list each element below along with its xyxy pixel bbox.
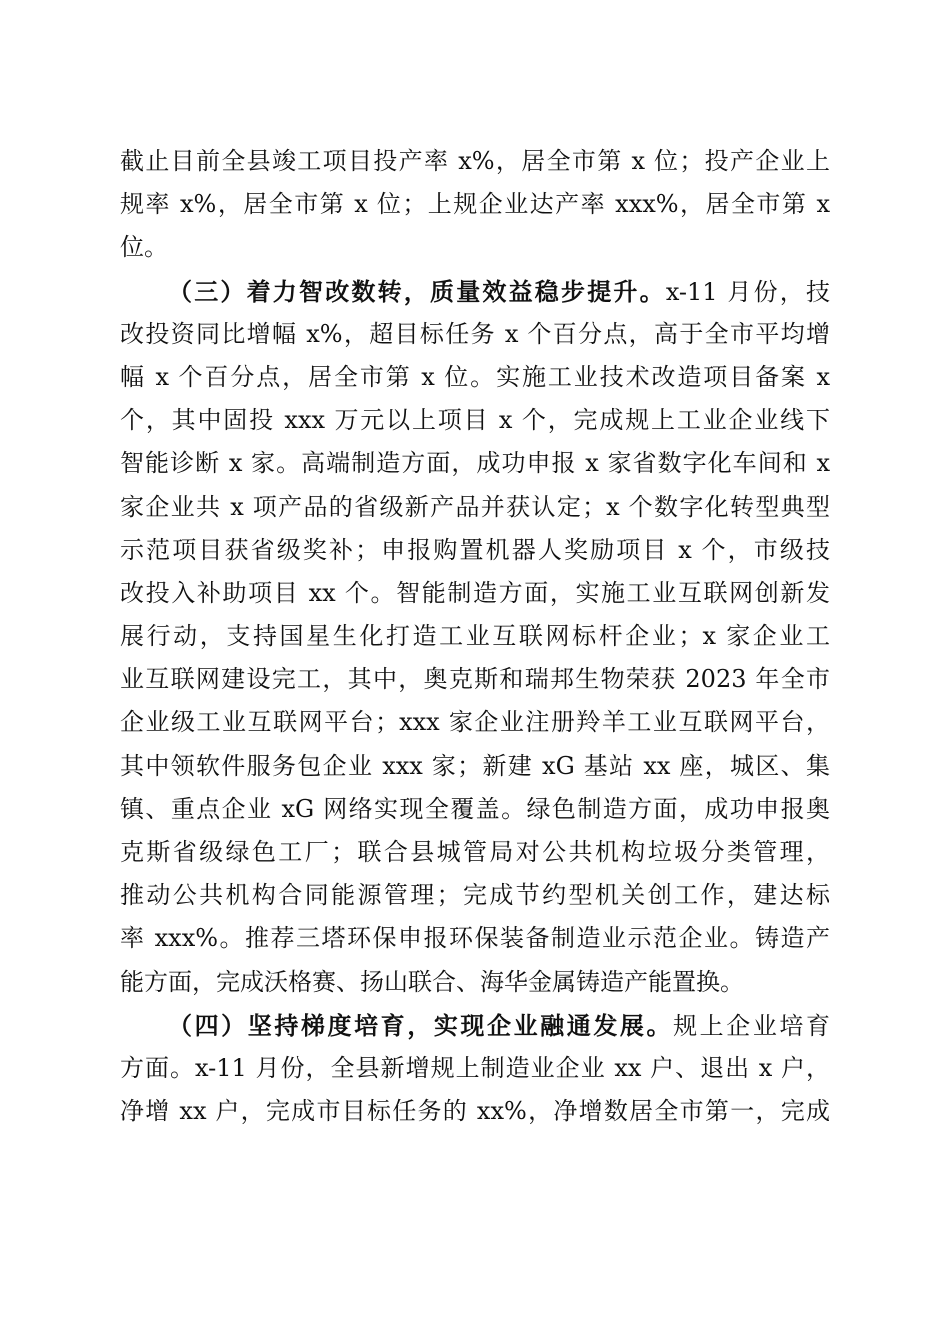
paragraph-2-line-12: 其中领软件服务包企业 xxx 家；新建 xG 基站 xx 座，城区、集 (120, 751, 830, 780)
paragraph-2-line-7: 示范项目获省级奖补；申报购置机器人奖励项目 x 个，市级技 (120, 535, 830, 564)
document-body (120, 140, 830, 1133)
paragraph-1-line-1: 截止目前全县竣工项目投产率 x%，居全市第 x 位；投产企业上 (120, 147, 830, 175)
paragraph-2-line-13: 镇、重点企业 xG 网络实现全覆盖。绿色制造方面，成功申报奥 (120, 794, 830, 823)
paragraph-3-line-1-text: 规上企业培育 (673, 1011, 831, 1040)
section-heading-4: （四）坚持梯度培育，实现企业融通发展。 (168, 1010, 674, 1040)
paragraph-3-line-3: 净增 xx 户，完成市目标任务的 xx%，净增数居全市第一，完成 (120, 1097, 830, 1126)
paragraph-2-line-15: 推动公共机构合同能源管理；完成节约型机关创工作，建达标 (120, 881, 830, 910)
paragraph-1-line-2: 规率 x%，居全市第 x 位；上规企业达产率 xxx%，居全市第 x (120, 190, 830, 219)
section-heading-3: （三）着力智改数转，质量效益稳步提升。 (168, 276, 666, 306)
paragraph-2-line-3: 幅 x 个百分点，居全市第 x 位。实施工业技术改造项目备案 x (120, 362, 830, 391)
paragraph-2-line-16: 率 xxx%。推荐三塔环保申报环保装备制造业示范企业。铸造产 (120, 924, 830, 953)
paragraph-2-line-6: 家企业共 x 项产品的省级新产品并获认定；x 个数字化转型典型 (120, 492, 830, 521)
paragraph-2-line-17: 能方面，完成沃格赛、扬山联合、海华金属铸造产能置换。 (120, 967, 744, 996)
paragraph-2-line-5: 智能诊断 x 家。高端制造方面，成功申报 x 家省数字化车间和 x (120, 449, 830, 478)
paragraph-2-line-9: 展行动，支持国星生化打造工业互联网标杆企业；x 家企业工 (120, 622, 830, 651)
paragraph-2-line-8: 改投入补助项目 xx 个。智能制造方面，实施工业互联网创新发 (120, 578, 830, 607)
paragraph-2-line-2: 改投资同比增幅 x%，超目标任务 x 个百分点，高于全市平均增 (120, 319, 830, 348)
paragraph-3-line-1 (120, 1004, 830, 1047)
paragraph-2-line-1-text: x-11 月份，技 (665, 277, 831, 306)
paragraph-2-line-14: 克斯省级绿色工厂；联合县城管局对公共机构垃圾分类管理， (120, 838, 830, 866)
paragraph-2-line-10: 业互联网建设完工，其中，奥克斯和瑞邦生物荣获 2023 年全市 (120, 665, 830, 694)
paragraph-2-line-11: 企业级工业互联网平台；xxx 家企业注册羚羊工业互联网平台， (120, 708, 830, 737)
paragraph-2-line-1 (120, 270, 830, 313)
paragraph-2-line-4: 个，其中固投 xxx 万元以上项目 x 个，完成规上工业企业线下 (120, 406, 830, 435)
paragraph-1-line-3: 位。 (120, 233, 168, 262)
paragraph-3-line-2: 方面。x-11 月份，全县新增规上制造业企业 xx 户、退出 x 户， (120, 1053, 830, 1082)
